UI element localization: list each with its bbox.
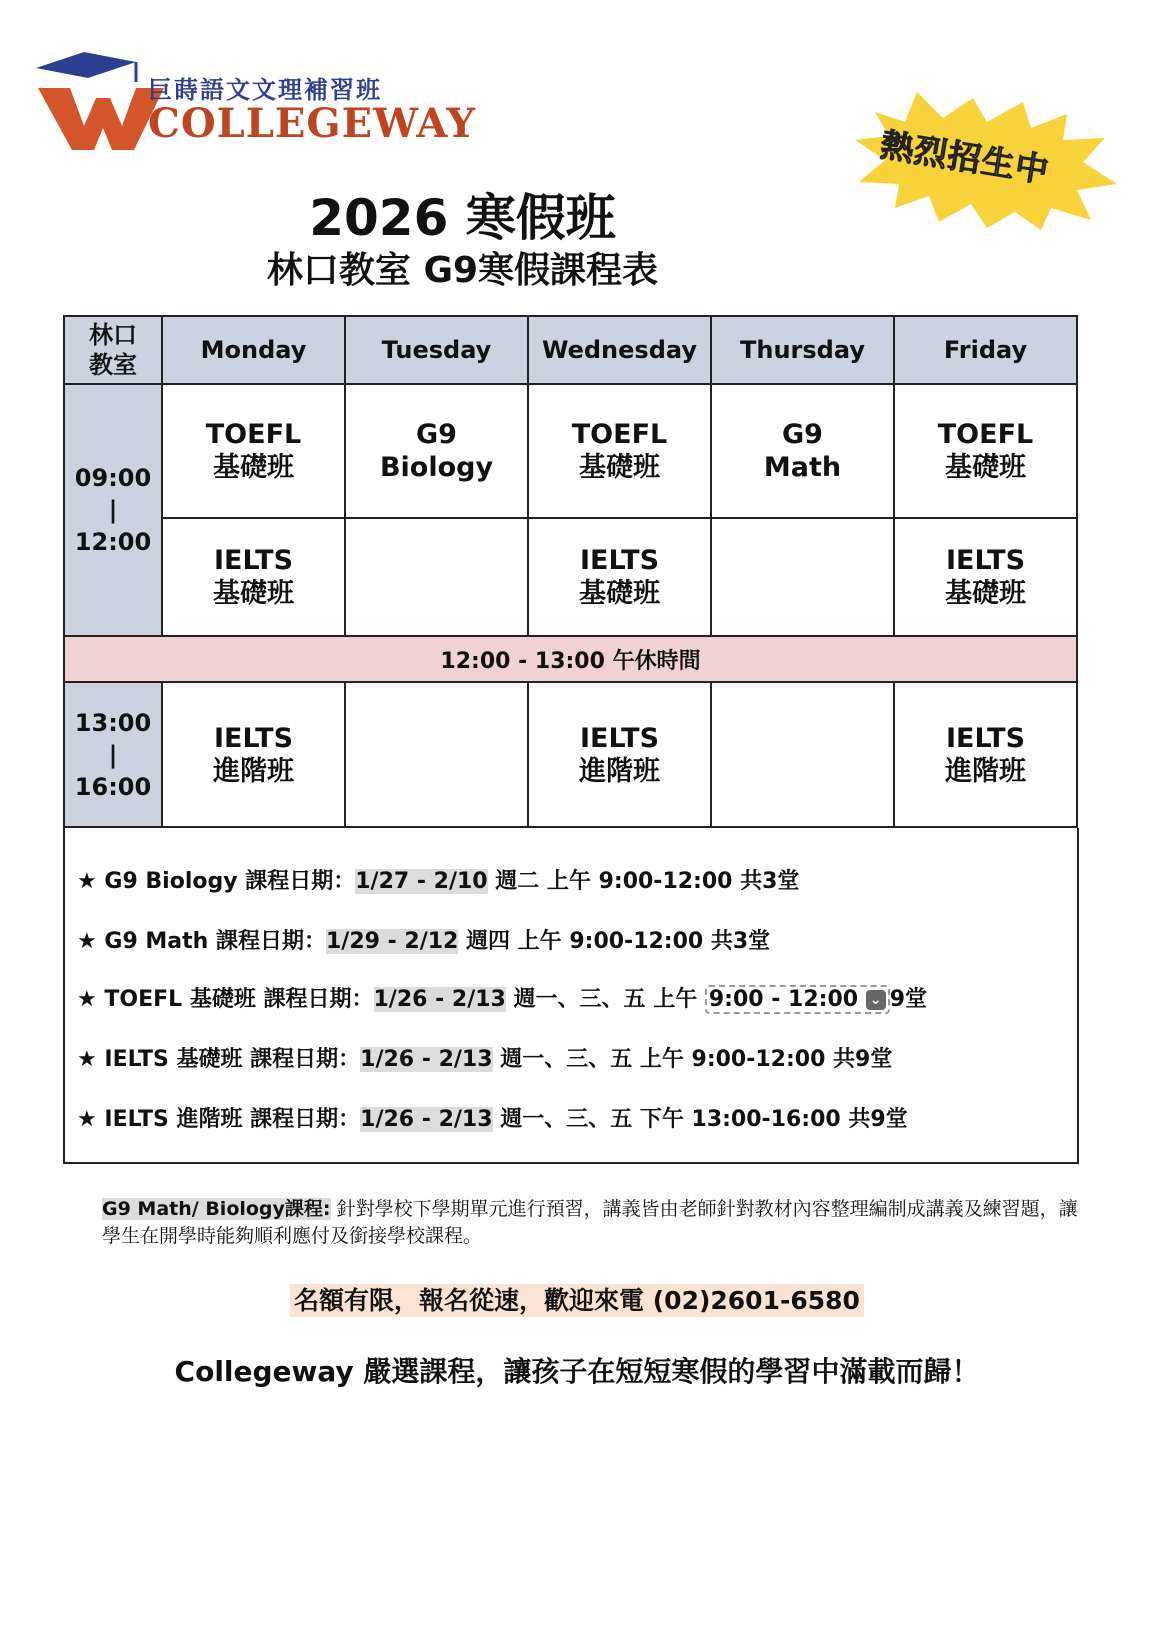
class-cell: TOEFL 基礎班 xyxy=(162,384,345,518)
morning-time-cell: 09:00 | 12:00 xyxy=(64,384,162,636)
course-notes xyxy=(63,828,1079,1164)
note-toefl-basic: ★ TOEFL 基礎班 課程日期：1/26 - 2/13 週一、三、五 上午 9:00 - 12:00 ⌄ 9堂 xyxy=(77,987,928,1012)
morning-row-2 xyxy=(64,518,1077,636)
class-cell xyxy=(345,518,528,636)
promo-badge-text: 熱烈招生中 xyxy=(877,125,1052,191)
logo-subtitle: 巨蒔語文文理補習班 xyxy=(148,75,382,104)
class-cell xyxy=(711,682,894,827)
class-cell xyxy=(345,682,528,827)
class-cell xyxy=(711,518,894,636)
note-ielts-basic: ★ IELTS 基礎班 課程日期：1/26 - 2/13 週一、三、五 上午 9:00-12:00 共9堂 xyxy=(77,1047,893,1072)
lunch-break: 12:00 - 13:00 午休時間 xyxy=(64,636,1077,682)
afternoon-time-cell: 13:00 | 16:00 xyxy=(64,682,162,827)
page-subtitle: 林口教室 G9寒假課程表 xyxy=(266,250,659,291)
morning-row-1 xyxy=(64,384,1077,518)
note-g9-biology: ★ G9 Biology 課程日期：1/27 - 2/10 週二 上午 9:00-12:00 共3堂 xyxy=(77,869,800,894)
contact-line: 名額有限，報名從速，歡迎來電 (02)2601-6580 xyxy=(0,1281,1154,1317)
day-header-wednesday: Wednesday xyxy=(528,316,711,384)
note-g9-math: ★ G9 Math 課程日期：1/29 - 2/12 週四 上午 9:00-12:00 共3堂 xyxy=(77,929,771,954)
day-header-friday: Friday xyxy=(894,316,1077,384)
day-header-monday: Monday xyxy=(162,316,345,384)
class-cell: IELTS 進階班 xyxy=(528,682,711,827)
afternoon-row xyxy=(64,682,1077,827)
day-header-thursday: Thursday xyxy=(711,316,894,384)
time-selection-dropdown[interactable]: 9:00 - 12:00 ⌄ xyxy=(705,985,890,1014)
class-cell: TOEFL 基礎班 xyxy=(528,384,711,518)
chevron-down-icon[interactable]: ⌄ xyxy=(866,990,886,1010)
class-cell: G9 Biology xyxy=(345,384,528,518)
class-cell: IELTS 進階班 xyxy=(894,682,1077,827)
class-cell: G9 Math xyxy=(711,384,894,518)
course-description: G9 Math/ Biology課程: 針對學校下學期單元進行預習，講義皆由老師針對教材內容整理編制成講義及練習題，讓學生在開學時能夠順利應付及銜接學校課程。 xyxy=(102,1198,1078,1247)
day-header-tuesday: Tuesday xyxy=(345,316,528,384)
note-ielts-advanced: ★ IELTS 進階班 課程日期：1/26 - 2/13 週一、三、五 下午 13:00-16:00 共9堂 xyxy=(77,1107,908,1132)
class-cell: IELTS 基礎班 xyxy=(894,518,1077,636)
class-cell: IELTS 進階班 xyxy=(162,682,345,827)
header-row xyxy=(64,316,1077,384)
class-cell: TOEFL 基礎班 xyxy=(894,384,1077,518)
class-cell: IELTS 基礎班 xyxy=(528,518,711,636)
class-cell: IELTS 基礎班 xyxy=(162,518,345,636)
logo-name: COLLEGEWAY xyxy=(148,100,477,147)
slogan: Collegeway 嚴選課程，讓孩子在短短寒假的學習中滿載而歸！ xyxy=(174,1355,980,1388)
lunch-row xyxy=(64,636,1077,682)
page-title: 2026 寒假班 xyxy=(309,189,616,247)
schedule-table xyxy=(63,315,1078,828)
location-header: 林口 教室 xyxy=(64,316,162,384)
